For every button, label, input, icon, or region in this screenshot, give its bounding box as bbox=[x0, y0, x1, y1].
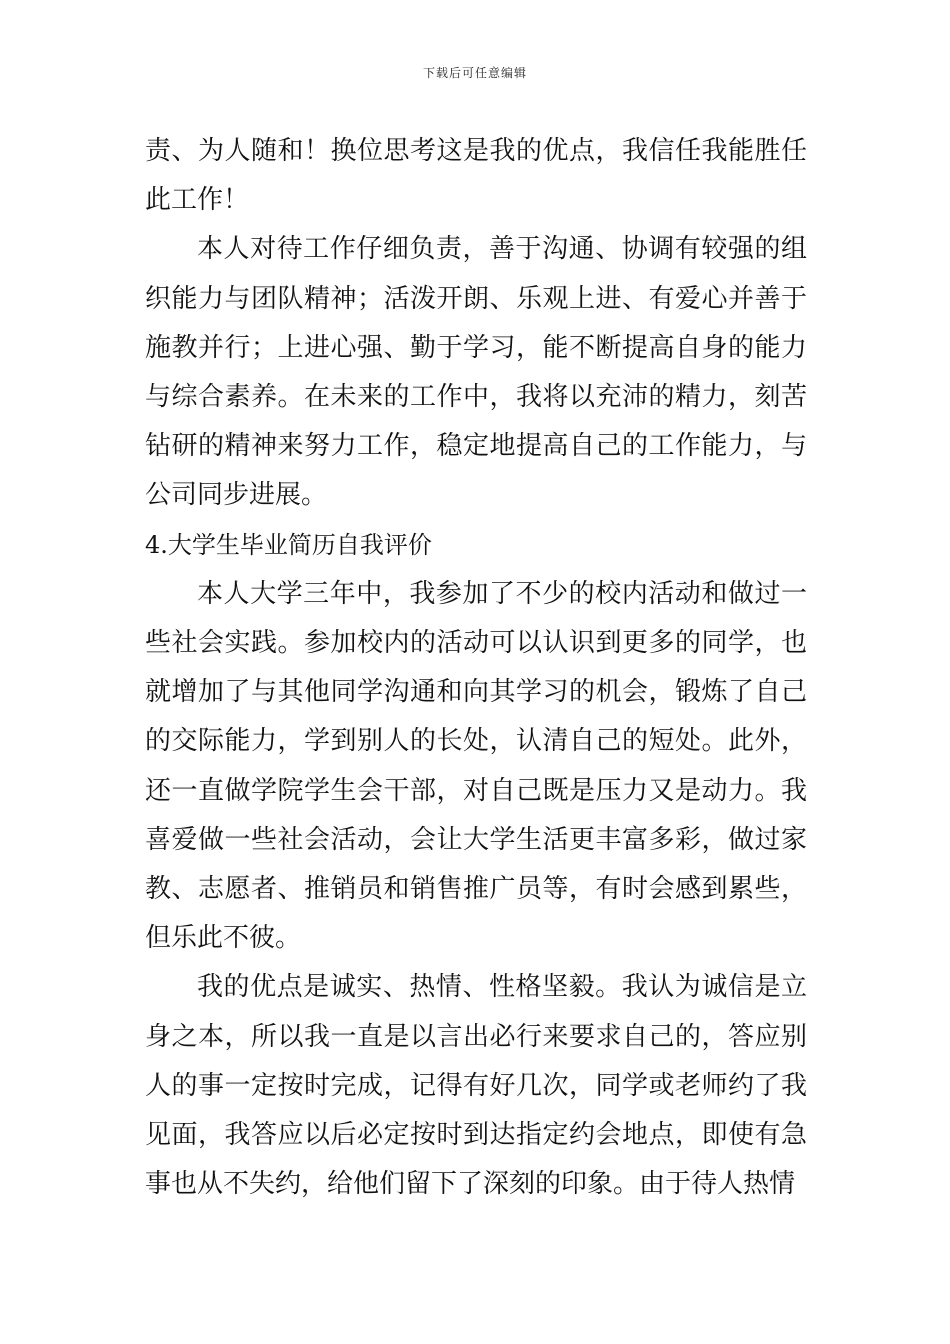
page-header: 下载后可任意编辑 bbox=[422, 66, 527, 80]
section-heading: 4.大学生毕业简历自我评价 bbox=[145, 530, 432, 559]
paragraph-work-attitude: 本人对待工作仔细负责，善于沟通、协调有较强的组织能力与团队精神；活泼开朗、乐观上进、有爱心并善于施教并行；上进心强、勤于学习，能不断提高自身的能力与综合素养。在未来的工作中，我将以充沛的精力，刻苦钻研的精神来努力工作，稳定地提高自己的工作能力，与公司同步进展。 bbox=[145, 234, 807, 511]
paragraph-strengths: 我的优点是诚实、热情、性格坚毅。我认为诚信是立身之本，所以我一直是以言出必行来要求自己的，答应别人的事一定按时完成，记得有好几次，同学或老师约了我见面，我答应以后必定按时到达指定约会地点，即使有急事也从不失约，给他们留下了深刻的印象。由于待人热情 bbox=[145, 972, 807, 1200]
paragraph-continuation: 责、为人随和！换位思考这是我的优点，我信任我能胜任此工作！ bbox=[145, 136, 807, 216]
document-body bbox=[145, 127, 807, 1209]
paragraph-campus-activities: 本人大学三年中，我参加了不少的校内活动和做过一些社会实践。参加校内的活动可以认识到更多的同学，也就增加了与其他同学沟通和向其学习的机会，锻炼了自己的交际能力，学到别人的长处，认清自己的短处。此外，还一直做学院学生会干部，对自己既是压力又是动力。我喜爱做一些社会活动，会让大学生活更丰富多彩，做过家教、志愿者、推销员和销售推广员等，有时会感到累些，但乐此不彼。 bbox=[145, 578, 807, 954]
